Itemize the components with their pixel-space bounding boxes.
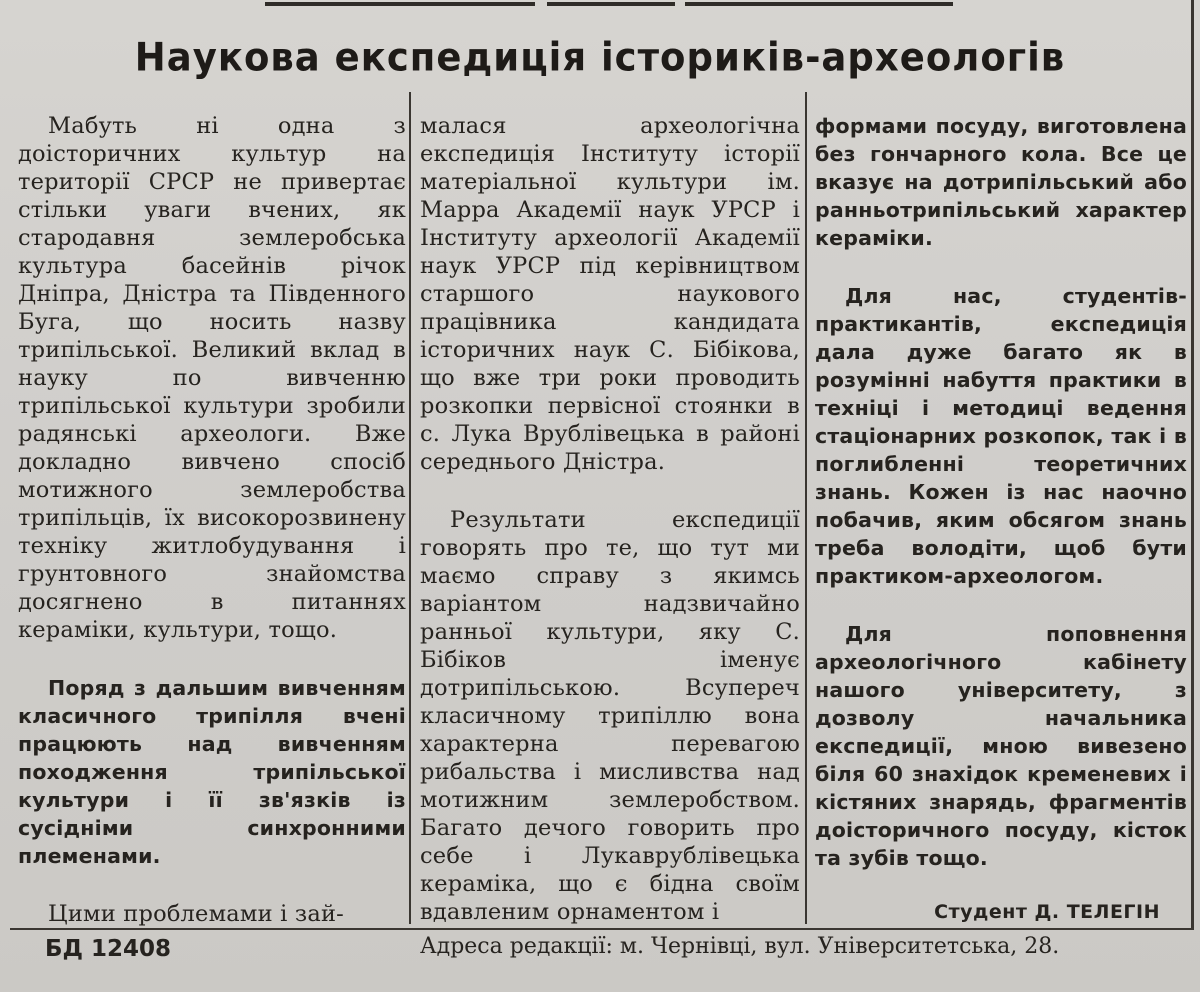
top-rule bbox=[265, 0, 955, 10]
footer-rule bbox=[10, 928, 1192, 930]
article-column-3 bbox=[815, 112, 1187, 927]
paragraph: Для поповнення археологічного кабінету нашого університету, з дозволу начальника експедиції, мною вивезено біля 60 знахідок кременевих і кістяних знарядь, фрагментів доісторичного посуду, кісток та зубів тощо. bbox=[815, 622, 1187, 870]
paragraph: Цими проблемами і зай- bbox=[48, 901, 344, 927]
page-edge-rule bbox=[1191, 0, 1194, 930]
paragraph: Мабуть ні одна з доісторичних культур на території СРСР не привертає стільки уваги вчених, як стародавня землеробська культура басейнів річок Дніпра, Дністра та Південного Буга, що носить назву трипільської. Великий вклад в науку по вивченню трипільської культури зробили радянські археологи. Вже докладно вивчено спосіб мотижного землеробства трипільців, їх високорозвинену техніку житлобудування і грунтовного знайомства досягнено в питаннях кераміки, культури, тощо. bbox=[18, 113, 406, 643]
print-code: БД 12408 bbox=[45, 936, 172, 962]
article-column-2 bbox=[420, 112, 800, 927]
paragraph: Результати експедиції говорять про те, що тут ми маємо справу з якимсь варіантом надзвичайно ранньої культури, яку С. Бібіков іменує дотрипільською. Всупереч класичному трипіллю вона характерна перевагою рибальства і мисливства над мотижним землеробством. Багато дечого говорить про себе і Лукаврублівецька кераміка, що є бідна своїм вдавленим орнаментом і bbox=[420, 507, 800, 925]
author-signature: Студент Д. ТЕЛЕГІН bbox=[934, 901, 1160, 923]
column-divider bbox=[805, 92, 807, 924]
article-column-1 bbox=[18, 112, 406, 927]
editorial-address: Адреса редакції: м. Чернівці, вул. Університетська, 28. bbox=[420, 934, 1060, 959]
paragraph: Для нас, студентів-практикантів, експедиція дала дуже багато як в розумінні набуття практики в техніці і методиці ведення стаціонарних розкопок, так і в поглибленні теоретичних знань. Кожен із нас наочно побачив, яким обсягом знань треба володіти, щоб бути практиком-археологом. bbox=[815, 284, 1187, 588]
paragraph: малася археологічна експедиція Інституту історії матеріальної культури ім. Марра Академії наук УРСР і Інституту археології Академії наук УРСР під керівництвом старшого наукового працівника кандидата історичних наук С. Бібікова, що вже три роки проводить розкопки первісної стоянки в с. Лука Врублівецька в районі середнього Дністра. bbox=[420, 113, 800, 475]
article-headline: Наукова експедиція істориків-археологів bbox=[134, 34, 1066, 81]
paragraph: формами посуду, виготовлена без гончарного кола. Все це вказує на дотрипільський або ранньотрипільський характер кераміки. bbox=[815, 114, 1187, 250]
column-divider bbox=[409, 92, 411, 924]
paragraph: Поряд з дальшим вивченням класичного трипілля вчені працюють над вивченням походження трипільської культури і її зв'язків із сусідніми синхронними племенами. bbox=[18, 676, 406, 868]
